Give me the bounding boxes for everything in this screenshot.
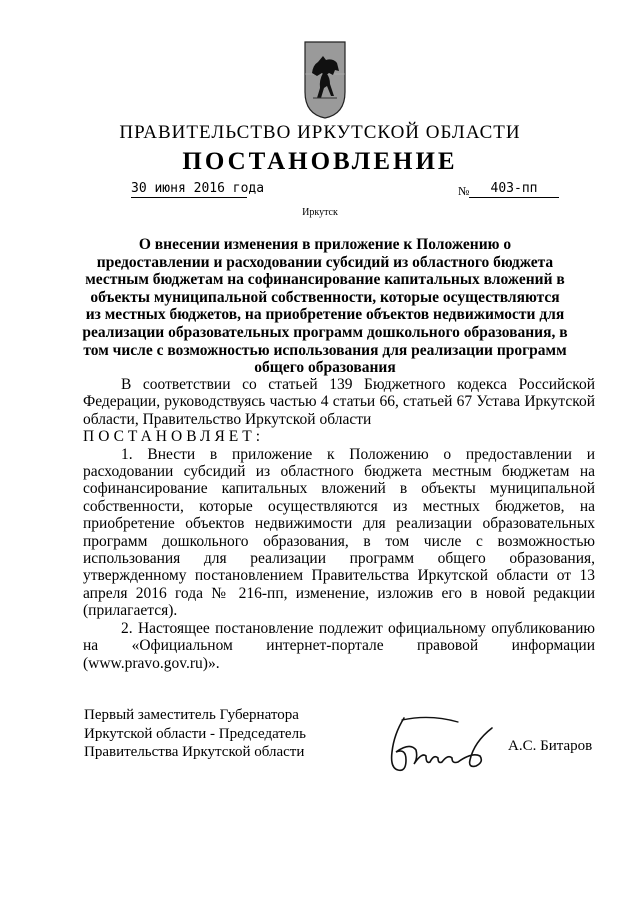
document-type: ПОСТАНОВЛЕНИЕ bbox=[182, 148, 458, 175]
city-name: Иркутск bbox=[302, 207, 338, 218]
signatory-title bbox=[84, 706, 306, 762]
document-date: 30 июня 2016 года bbox=[131, 181, 265, 196]
signatory-name: А.С. Битаров bbox=[508, 738, 593, 754]
item-2-paragraph: 2. Настоящее постановление подлежит официальному опубликованию на «Официальном интернет-портале правовой информации (www.pravo.gov.ru)». bbox=[83, 619, 595, 672]
document-heading: О внесении изменения в приложение к Положению о предоставлении и расходовании субсидий из областного бюджета местным бюджетам на софинансирование капитальных вложений в объекты муниципальной собственности, которые осуществляются из местных бюджетов, на приобретение объектов недвижимости для реализации образовательных программ дошкольного образования, в том числе с возможностью использования для реализации программ общего образования bbox=[82, 236, 568, 377]
signatory-line-1: Первый заместитель Губернатора bbox=[84, 707, 299, 723]
number-label: № bbox=[458, 184, 470, 198]
resolves-word: ПОСТАНОВЛЯЕТ: bbox=[83, 428, 265, 446]
document-body bbox=[83, 376, 595, 672]
coat-of-arms-icon bbox=[303, 40, 347, 120]
signatory-line-2: Иркутской области - Председатель bbox=[84, 725, 306, 742]
preamble-paragraph: В соответствии со статьей 139 Бюджетного кодекса Российской Федерации, руководствуясь частью 4 статьи 66, статьей 67 Устава Иркутской области, Правительство Иркутской области bbox=[83, 376, 595, 428]
document-number: 403-пп bbox=[469, 181, 559, 198]
signatory-line-3: Правительства Иркутской области bbox=[84, 744, 305, 760]
handwritten-signature-icon bbox=[380, 712, 500, 774]
item-1-paragraph: 1. Внести в приложение к Положению о предоставлении и расходовании субсидий из областного бюджета местным бюджетам на софинансирование капитальных вложений в объекты муниципальной собственности, которые осуществляются из местных бюджетов, на приобретение объектов недвижимости для реализации образовательных программ дошкольного образования, в том числе с возможностью использования для реализации программ общего образования, утвержденному постановлением Правительства Иркутской области от 13 апреля 2016 года № 216-пп, изменение, изложив его в новой редакции (прилагается). bbox=[83, 445, 595, 620]
government-name: ПРАВИТЕЛЬСТВО ИРКУТСКОЙ ОБЛАСТИ bbox=[119, 122, 521, 143]
